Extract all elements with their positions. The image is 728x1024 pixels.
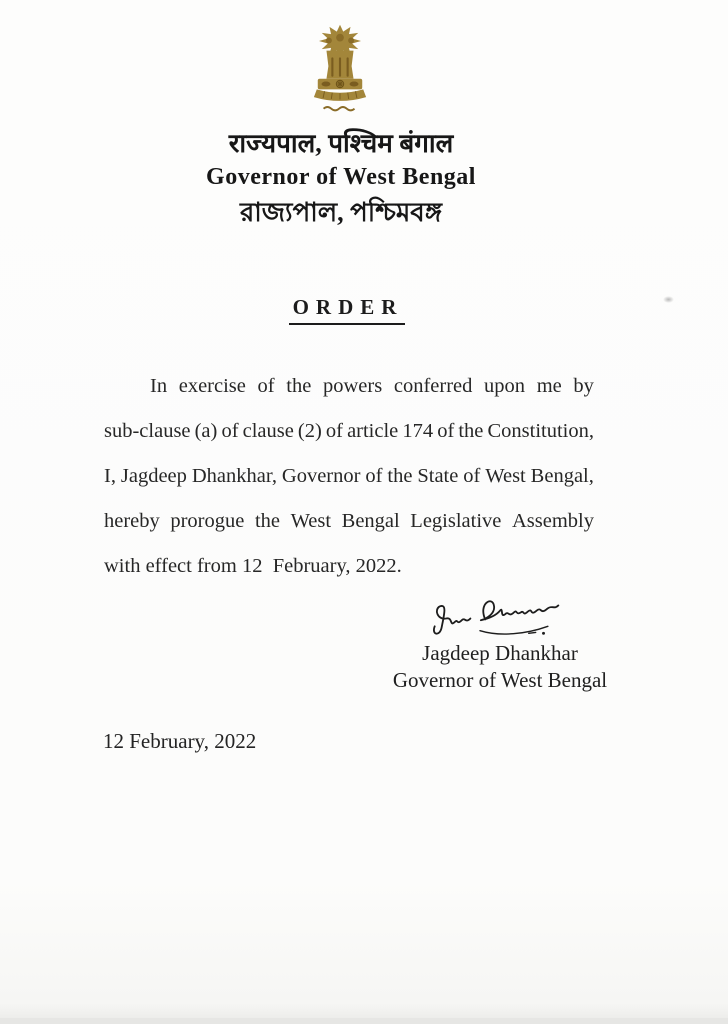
signature-handwriting-icon [420, 595, 580, 642]
body-line-5: with effect from 12 February, 2022. [104, 555, 402, 577]
letterhead [141, 127, 541, 231]
order-heading: ORDER [289, 295, 406, 325]
order-heading-row [147, 295, 547, 325]
signatory-block [392, 640, 608, 694]
signatory-title: Governor of West Bengal [392, 668, 608, 692]
state-emblem-icon [311, 24, 369, 116]
body-line-1: In exercise of the powers conferred upon me by [150, 375, 594, 397]
page-bottom-edge [0, 1018, 728, 1024]
letterhead-hindi: राज्यपाल, पश्चिम बंगाल [228, 129, 454, 158]
order-body [104, 371, 594, 596]
letterhead-english: Governor of West Bengal [206, 164, 476, 190]
date-line: 12 February, 2022 [103, 729, 257, 753]
body-line-3: I, Jagdeep Dhankhar, Governor of the State of West Bengal, [104, 465, 594, 487]
body-line-2: sub-clause (a) of clause (2) of article 174 of the Constitution, [104, 420, 594, 442]
signatory-name: Jagdeep Dhankhar [422, 641, 578, 665]
body-line-4: hereby prorogue the West Bengal Legislative Assembly [104, 510, 594, 532]
scan-speck [663, 296, 674, 303]
letterhead-bengali: রাজ্যপাল, পশ্চিমবঙ্গ [239, 198, 443, 227]
